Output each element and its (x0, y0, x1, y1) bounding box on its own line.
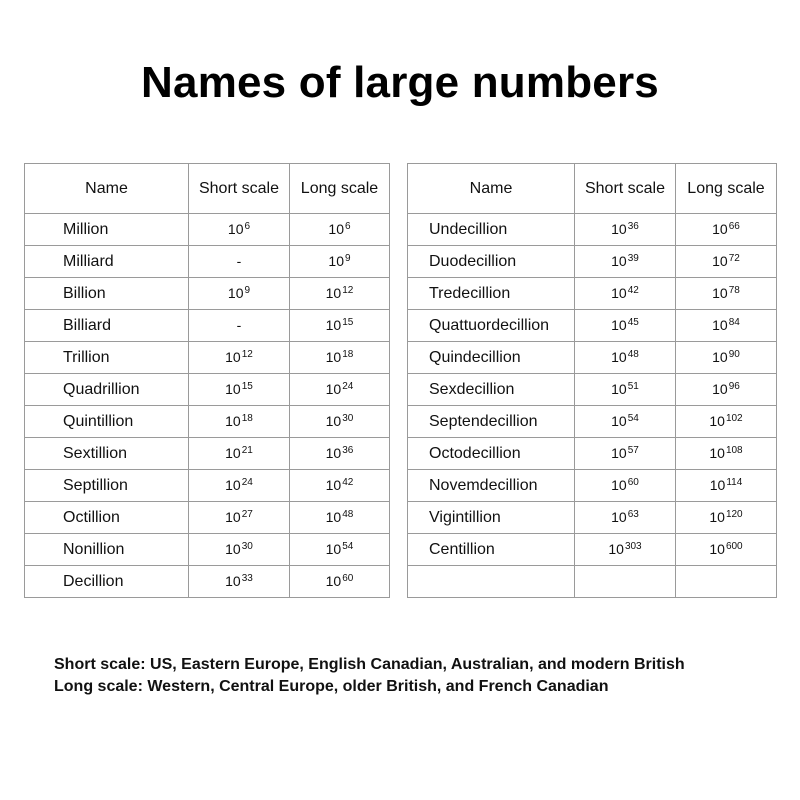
power-base: 10 (225, 572, 241, 589)
power-base: 10 (325, 572, 342, 589)
short-scale-cell (575, 342, 676, 374)
power-exponent: 78 (728, 284, 740, 296)
power-exponent: 120 (725, 508, 743, 520)
short-scale-cell (189, 342, 290, 374)
long-scale-cell (290, 374, 390, 406)
power-base: 10 (611, 508, 627, 525)
power-base: 10 (712, 220, 728, 237)
number-name-cell: Million (25, 214, 189, 246)
power-base: 10 (225, 412, 241, 429)
short-scale-cell (189, 502, 290, 534)
long-scale-cell (290, 406, 390, 438)
power-exponent: 15 (241, 380, 253, 392)
table-row (25, 374, 390, 406)
power-base: 10 (709, 540, 725, 557)
number-name-cell: Septendecillion (408, 406, 575, 438)
table-row (408, 406, 777, 438)
long-scale-cell (290, 470, 390, 502)
power-base: 10 (225, 508, 241, 525)
power-exponent: 27 (241, 508, 253, 520)
power-base: 10 (611, 444, 627, 461)
table-row (408, 438, 777, 470)
long-scale-cell (676, 470, 777, 502)
table-row (408, 214, 777, 246)
short-scale-cell (189, 214, 290, 246)
table-row (25, 502, 390, 534)
column-header-name: Name (25, 164, 189, 214)
table-row (408, 374, 777, 406)
table-row (25, 342, 390, 374)
power-base: 10 (712, 316, 728, 333)
short-scale-cell (575, 374, 676, 406)
long-scale-cell (290, 214, 390, 246)
power-base: 10 (709, 412, 725, 429)
short-scale-cell (189, 278, 290, 310)
long-scale-cell (676, 534, 777, 566)
power-base: 10 (611, 412, 627, 429)
short-scale-cell (189, 470, 290, 502)
column-header-name: Name (408, 164, 575, 214)
long-scale-cell (290, 534, 390, 566)
power-base: 10 (328, 252, 344, 269)
number-name-cell: Milliard (25, 246, 189, 278)
power-base: 10 (611, 316, 627, 333)
number-name-cell: Decillion (25, 566, 189, 598)
short-scale-cell (575, 470, 676, 502)
short-scale-cell (189, 566, 290, 598)
power-exponent: 54 (342, 540, 354, 552)
table-row (408, 342, 777, 374)
power-exponent: 33 (241, 572, 253, 584)
power-base: 10 (712, 252, 728, 269)
short-scale-cell (189, 534, 290, 566)
number-name-cell: Quindecillion (408, 342, 575, 374)
long-scale-cell (676, 406, 777, 438)
long-scale-cell (676, 342, 777, 374)
power-base: 10 (611, 284, 627, 301)
number-name-cell: Nonillion (25, 534, 189, 566)
legend-long-scale: Long scale: Western, Central Europe, older British, and French Canadian (54, 678, 609, 695)
long-scale-cell (676, 278, 777, 310)
power-exponent: 6 (244, 220, 251, 232)
power-base: 10 (325, 508, 342, 525)
short-scale-cell (189, 374, 290, 406)
long-scale-cell (290, 438, 390, 470)
power-exponent: 36 (342, 444, 354, 456)
scale-legend (54, 654, 784, 698)
long-scale-cell (290, 502, 390, 534)
power-base: 10 (227, 284, 244, 301)
column-header-long-scale: Long scale (290, 164, 390, 214)
power-base: 10 (325, 540, 342, 557)
power-exponent: 57 (627, 444, 639, 456)
table-row (408, 278, 777, 310)
number-name-cell: Centillion (408, 534, 575, 566)
table-row (25, 246, 390, 278)
number-name-cell: Novemdecillion (408, 470, 575, 502)
power-exponent: 42 (342, 476, 354, 488)
power-base: 10 (225, 380, 241, 397)
legend-short-scale: Short scale: US, Eastern Europe, English Canadian, Australian, and modern British (54, 656, 685, 673)
short-scale-cell (189, 310, 290, 342)
numbers-table-right (407, 163, 777, 598)
long-scale-cell (290, 310, 390, 342)
power-exponent: 30 (241, 540, 253, 552)
power-exponent: 114 (726, 476, 743, 488)
short-scale-cell (575, 438, 676, 470)
number-name-cell: Billion (25, 278, 189, 310)
table-header-row (408, 164, 777, 214)
short-scale-cell (575, 246, 676, 278)
power-base: 10 (611, 476, 627, 493)
number-name-cell: Septillion (25, 470, 189, 502)
power-exponent: 18 (241, 412, 253, 424)
power-exponent: 54 (627, 412, 639, 424)
table-row (408, 470, 777, 502)
power-exponent: 12 (241, 348, 253, 360)
power-base: 10 (325, 316, 342, 333)
power-exponent: 60 (627, 476, 639, 488)
long-scale-cell (290, 246, 390, 278)
column-header-short-scale: Short scale (575, 164, 676, 214)
short-scale-cell (189, 438, 290, 470)
number-name-cell: Sexdecillion (408, 374, 575, 406)
table-row (408, 566, 777, 598)
power-base: 10 (225, 444, 241, 461)
table-row (25, 470, 390, 502)
power-exponent: 60 (342, 572, 354, 584)
long-scale-cell (676, 310, 777, 342)
power-base: 10 (611, 348, 627, 365)
number-name-cell: Quintillion (25, 406, 189, 438)
power-base: 10 (328, 220, 344, 237)
page-title: Names of large numbers (141, 58, 659, 107)
power-base: 10 (325, 284, 342, 301)
number-name-cell: Quattuordecillion (408, 310, 575, 342)
power-exponent: 45 (627, 316, 639, 328)
short-scale-cell (575, 214, 676, 246)
number-name-cell: Trillion (25, 342, 189, 374)
short-scale-cell (575, 278, 676, 310)
power-base: 10 (712, 348, 728, 365)
power-exponent: 66 (728, 220, 740, 232)
number-name-cell: Vigintillion (408, 502, 575, 534)
power-base: 10 (225, 348, 241, 365)
power-exponent: 9 (244, 284, 251, 296)
power-exponent: 48 (627, 348, 639, 360)
power-base: 10 (611, 252, 627, 269)
long-scale-cell (676, 502, 777, 534)
number-name-cell: Undecillion (408, 214, 575, 246)
long-scale-cell (676, 214, 777, 246)
power-exponent: 24 (241, 476, 253, 488)
power-base: 10 (325, 476, 342, 493)
power-base: 10 (225, 540, 241, 557)
power-exponent: 15 (342, 316, 354, 328)
power-base: 10 (709, 444, 725, 461)
table-row (408, 534, 777, 566)
power-exponent: 18 (342, 348, 354, 360)
long-scale-cell (676, 374, 777, 406)
table-row (25, 534, 390, 566)
table-header-row (25, 164, 390, 214)
table-row (25, 214, 390, 246)
power-exponent: 72 (728, 252, 740, 264)
number-name-cell: Tredecillion (408, 278, 575, 310)
power-exponent: 6 (345, 220, 351, 232)
power-exponent: 303 (624, 540, 642, 552)
number-name-cell: Billiard (25, 310, 189, 342)
short-scale-cell (189, 406, 290, 438)
long-scale-cell (676, 566, 777, 598)
number-name-cell: Quadrillion (25, 374, 189, 406)
number-name-cell: Octodecillion (408, 438, 575, 470)
table-row (25, 566, 390, 598)
power-base: 10 (611, 220, 627, 237)
power-base: 10 (225, 476, 241, 493)
power-base: 10 (325, 412, 342, 429)
power-exponent: 39 (627, 252, 639, 264)
power-base: 10 (611, 380, 627, 397)
no-value-dash: - (236, 252, 242, 269)
long-scale-cell (676, 438, 777, 470)
long-scale-cell (290, 566, 390, 598)
table-row (25, 438, 390, 470)
table-row (408, 246, 777, 278)
column-header-short-scale: Short scale (189, 164, 290, 214)
short-scale-cell (575, 406, 676, 438)
power-exponent: 102 (725, 412, 743, 424)
power-exponent: 84 (728, 316, 740, 328)
long-scale-cell (676, 246, 777, 278)
table-row (25, 406, 390, 438)
power-base: 10 (325, 348, 342, 365)
power-base: 10 (227, 220, 244, 237)
power-base: 10 (712, 284, 728, 301)
power-base: 10 (325, 444, 342, 461)
table-row (408, 310, 777, 342)
power-exponent: 90 (728, 348, 740, 360)
column-header-long-scale: Long scale (676, 164, 777, 214)
number-name-cell: Octillion (25, 502, 189, 534)
no-value-dash: - (236, 316, 242, 333)
number-name-cell: Duodecillion (408, 246, 575, 278)
power-base: 10 (712, 380, 728, 397)
long-scale-cell (290, 342, 390, 374)
numbers-table-left (24, 163, 390, 598)
power-base: 10 (709, 508, 725, 525)
table-row (25, 310, 390, 342)
power-exponent: 21 (241, 444, 253, 456)
power-exponent: 12 (342, 284, 354, 296)
table-row (25, 278, 390, 310)
power-exponent: 96 (728, 380, 740, 392)
power-exponent: 36 (627, 220, 639, 232)
power-base: 10 (325, 380, 342, 397)
number-name-cell: Sextillion (25, 438, 189, 470)
short-scale-cell (575, 502, 676, 534)
number-name-cell (408, 566, 575, 598)
power-exponent: 63 (627, 508, 639, 520)
table-row (408, 502, 777, 534)
short-scale-cell (575, 566, 676, 598)
short-scale-cell (575, 310, 676, 342)
power-exponent: 51 (627, 380, 639, 392)
power-exponent: 108 (725, 444, 743, 456)
power-exponent: 24 (342, 380, 354, 392)
power-exponent: 9 (345, 252, 351, 264)
power-exponent: 42 (627, 284, 639, 296)
power-exponent: 600 (725, 540, 743, 552)
short-scale-cell (575, 534, 676, 566)
power-exponent: 48 (342, 508, 354, 520)
power-base: 10 (608, 540, 624, 557)
power-exponent: 30 (342, 412, 354, 424)
long-scale-cell (290, 278, 390, 310)
power-base: 10 (709, 476, 726, 493)
short-scale-cell (189, 246, 290, 278)
